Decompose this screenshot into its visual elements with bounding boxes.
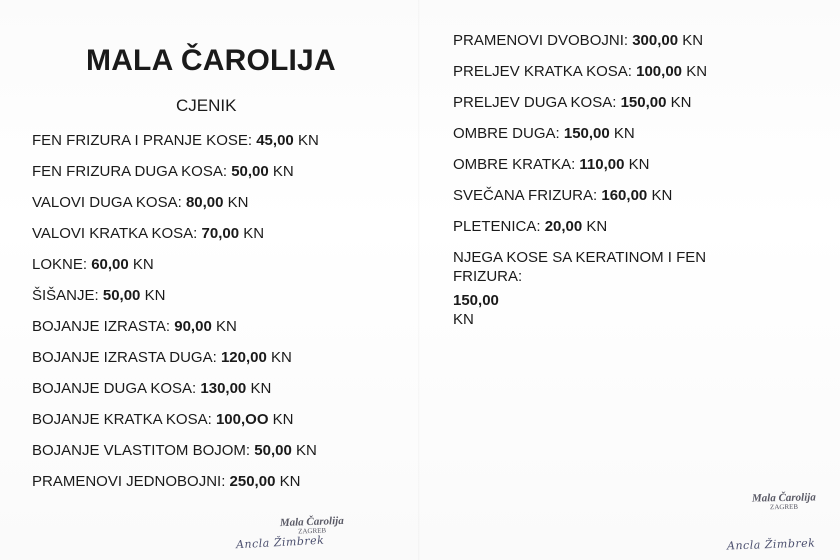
price-item (453, 124, 773, 155)
service-name: PRAMENOVI JEDNOBOJNI: (32, 473, 226, 490)
service-name: BOJANJE VLASTITOM BOJOM: (32, 442, 251, 459)
currency: KN (279, 473, 301, 490)
service-name: OMBRE DUGA: (453, 125, 560, 142)
service-price: 20,00 (544, 218, 583, 235)
currency: KN (250, 380, 272, 397)
service-name: OMBRE KRATKA: (453, 156, 576, 173)
service-price: 90,00 (174, 318, 212, 335)
price-item (32, 255, 319, 286)
currency: KN (670, 94, 692, 111)
price-item (32, 162, 319, 193)
signature-left: Ancla Žimbrek (235, 533, 325, 552)
service-name: NJEGA KOSE SA KERATINOM I FEN FRIZURA: (453, 249, 707, 285)
price-item (32, 379, 319, 410)
price-item (453, 31, 773, 62)
signature-right: Ancla Žimbrek (726, 536, 816, 553)
currency: KN (144, 287, 166, 304)
price-item (32, 317, 319, 348)
salon-stamp-left (280, 516, 344, 536)
price-item (453, 217, 773, 248)
service-price: 100,00 (636, 63, 683, 80)
service-name: VALOVI KRATKA KOSA: (32, 225, 198, 242)
service-name: SVEČANA FRIZURA: (453, 187, 598, 204)
price-item (32, 441, 319, 472)
salon-stamp-right (752, 492, 816, 511)
price-item (32, 286, 319, 317)
price-item (453, 62, 773, 93)
price-list-right (453, 31, 773, 329)
stamp-name: Mala Čarolija (279, 514, 344, 530)
currency: KN (586, 218, 608, 235)
service-price: 50,00 (102, 287, 141, 304)
price-item (32, 131, 319, 162)
service-name: PRAMENOVI DVOBOJNI: (453, 32, 629, 49)
currency: KN (215, 318, 237, 335)
currency: KN (272, 411, 294, 428)
service-name: BOJANJE IZRASTA: (32, 318, 171, 335)
service-price: 45,00 (256, 132, 294, 149)
currency: KN (613, 125, 635, 142)
price-item (32, 472, 319, 503)
service-price: 80,00 (185, 194, 224, 211)
service-price: 60,00 (91, 256, 129, 273)
price-item (453, 248, 773, 329)
currency: KN (651, 187, 673, 204)
service-name: VALOVI DUGA KOSA: (32, 194, 182, 211)
service-price: 150,00 (620, 94, 667, 111)
stamp-name: Mala Čarolija (751, 491, 816, 505)
service-price: 250,00 (229, 473, 276, 490)
currency: KN (297, 132, 319, 149)
currency: KN (686, 63, 708, 80)
price-item (32, 224, 319, 255)
service-name: PLETENICA: (453, 218, 541, 235)
currency: KN (682, 32, 704, 49)
stamp-city: ZAGREB (297, 526, 327, 536)
salon-title: MALA ČAROLIJA (86, 44, 336, 77)
service-price: 50,00 (231, 163, 269, 180)
price-item (32, 193, 319, 224)
service-price: 160,00 (601, 187, 648, 204)
currency: KN (132, 256, 154, 273)
service-name: BOJANJE KRATKA KOSA: (32, 411, 212, 428)
service-price: 300,00 (632, 32, 679, 49)
service-price: 150,00 (453, 292, 499, 309)
service-name: BOJANJE DUGA KOSA: (32, 380, 197, 397)
price-item (32, 348, 319, 379)
price-item (453, 186, 773, 217)
currency: KN (453, 311, 474, 328)
service-price: 110,00 (579, 156, 625, 173)
service-name: PRELJEV KRATKA KOSA: (453, 63, 632, 80)
currency: KN (271, 349, 292, 366)
service-name: BOJANJE IZRASTA DUGA: (32, 349, 217, 366)
price-item (453, 93, 773, 124)
service-price: 100,OO (215, 411, 269, 428)
service-price: 70,00 (201, 225, 240, 242)
currency: KN (295, 442, 317, 459)
service-name: ŠIŠANJE: (32, 287, 99, 304)
service-name: FEN FRIZURA I PRANJE KOSE: (32, 132, 253, 149)
currency: KN (272, 163, 294, 180)
service-price: 50,00 (254, 442, 292, 459)
currency: KN (243, 225, 265, 242)
price-item (453, 155, 773, 186)
price-list-heading: CJENIK (176, 96, 237, 115)
currency: KN (227, 194, 249, 211)
price-line (453, 291, 773, 329)
service-price: 120,00 (220, 349, 267, 366)
paper-fold (418, 0, 420, 560)
price-list-left (32, 131, 319, 503)
price-item (32, 410, 319, 441)
stamp-city: ZAGREB (769, 502, 799, 512)
service-price: 150,00 (563, 125, 610, 142)
currency: KN (628, 156, 650, 173)
service-name: LOKNE: (32, 256, 88, 273)
service-name: PRELJEV DUGA KOSA: (453, 94, 617, 111)
service-name: FEN FRIZURA DUGA KOSA: (32, 163, 228, 180)
service-price: 130,00 (200, 380, 247, 397)
